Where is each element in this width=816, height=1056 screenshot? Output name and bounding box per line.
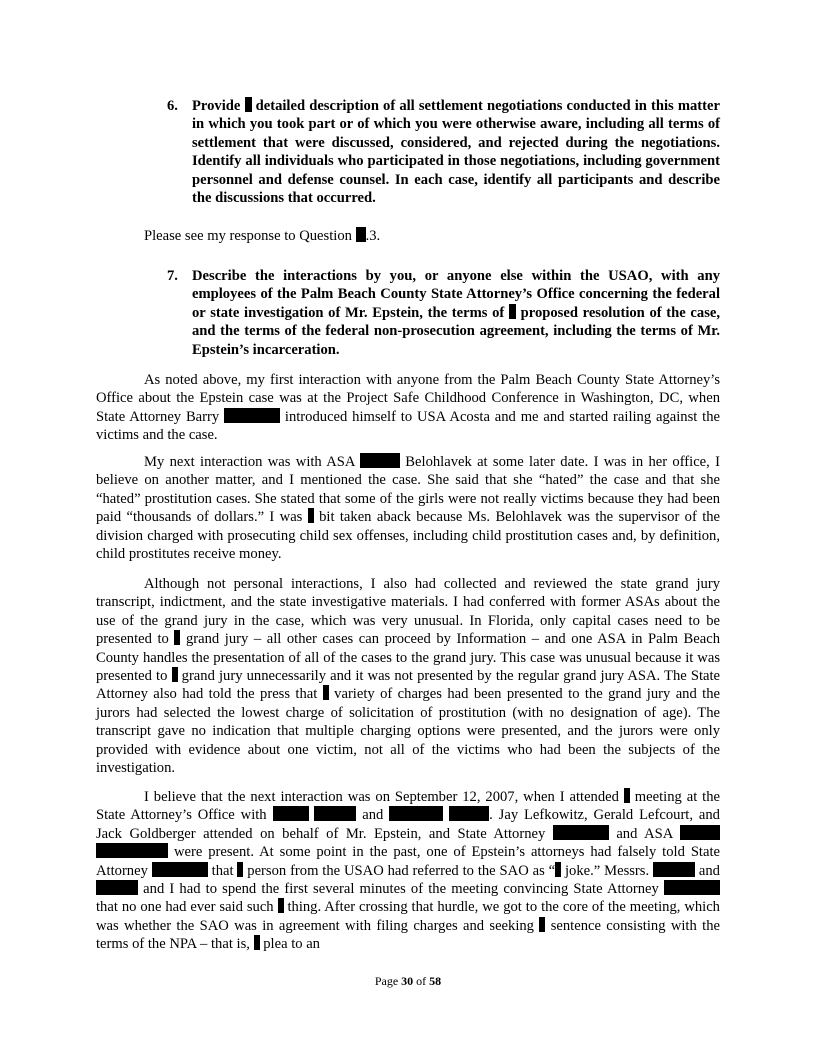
redaction-block [314,806,356,821]
redaction-block [680,825,720,840]
redaction-block [174,630,180,645]
redaction-block [308,508,314,523]
response-6: Please see my response to Question .3. [144,228,381,244]
footer-page-total: 58 [429,974,442,988]
question-6 [167,97,720,207]
redaction-block [553,825,609,840]
redaction-block [449,806,489,821]
footer-page-label: Page [374,974,399,988]
question-7-text: Describe the interactions by you, or anyone else within the USAO, with any employees of the Palm Beach County State Attorney’s Office concerning the federal or state investigation of Mr. Epstein, the terms of proposed resolution of the case, and the terms of the federal non-prosecution agreement, including the terms of Mr. Epstein’s incarceration. [192,268,721,358]
redaction-block [237,862,243,877]
redaction-block [356,227,366,242]
redaction-block [273,806,309,821]
question-7 [167,267,720,359]
redaction-block [152,862,208,877]
redaction-block [360,453,400,468]
paragraph-grand-jury: Although not personal interactions, I also had collected and reviewed the state grand jury transcript, indictment, and the state investigative materials. I had conferred with former ASAs about the use of the grand jury in the case, which was very unusual. In Florida, only capital cases need to be presented to grand jury – all other cases can proceed by Information – and one ASA in Palm Beach County handles the presentation of all of the cases to the grand jury. This case was unusual because it was presented to grand jury unnecessarily and it was not presented by the regular grand jury ASA. The State Attorney also had told the press that variety of charges had been presented to the grand jury and the jurors had selected the lowest charge of solicitation of prostitution (with no designation of age). The transcript gave no indication that multiple charging options were presented, and the jurors were only provided with evidence about one victim, not all of the victims who had been the subjects of the investigation. [96,576,721,777]
redaction-block [278,898,284,913]
question-6-number: 6. [167,98,178,114]
redaction-block [96,843,168,858]
paragraph-first-interaction: As noted above, my first interaction with anyone from the Palm Beach County State Attorney’s Office about the Epstein case was at the Project Safe Childhood Conference in Washington, DC, when State Attorney Barry introduced himself to USA Acosta and me and started railing against the victims and the case. [96,372,721,444]
redaction-block [323,685,329,700]
footer-page-number: 30 [401,974,414,988]
redaction-block [224,408,280,423]
redaction-block [664,880,720,895]
redaction-block [624,788,630,803]
redaction-block [172,667,178,682]
redaction-block [653,862,695,877]
question-6-text: Provide detailed description of all settlement negotiations conducted in this matter in which you took part or of which you were otherwise aware, including all terms of settlement that were discussed, considered, and rejected during the negotiations. Identify all individuals who participated in those negotiations, including government personnel and defense counsel. In each case, identify all participants and describe the discussions that occurred. [192,98,720,207]
redaction-block [96,880,138,895]
paragraph-september-meeting: I believe that the next interaction was on September 12, 2007, when I attended meeting at the State Attorney’s Office with and . Jay Lefkowitz, Gerald Lefcourt, and Jack Goldberger attended on behalf of Mr. Epstein, and State Attorney and ASA were present. At some point in the past, one of Epstein’s attorneys had falsely told State Attorney that person from the USAO had referred to the SAO as “ joke.” Messrs. and and I had to spend the first several minutes of the meeting convincing State Attorney that no one had ever said such thing. After crossing that hurdle, we got to the core of the meeting, which was whether the SAO was in agreement with filing charges and seeking sentence consisting with the terms of the NPA – that is, plea to an [96,789,721,953]
footer-of: of [416,974,427,988]
question-7-number: 7. [167,268,178,284]
redaction-block [245,97,252,112]
redaction-block [555,862,561,877]
redaction-block [254,935,260,950]
redaction-block [539,917,545,932]
redaction-block [509,304,516,319]
paragraph-next-interaction: My next interaction was with ASA Belohlavek at some later date. I was in her office, I believe on another matter, and I mentioned the case. She said that she “hated” the case and that she “hated” prostitution cases. She stated that some of the girls were not really victims because they had been paid “thousands of dollars.” I was bit taken aback because Ms. Belohlavek was the supervisor of the division charged with prosecuting child sex offenses, including child prostitution cases and, by definition, child prostitutes receive money. [96,454,721,563]
redaction-block [389,806,443,821]
page-footer [0,974,816,989]
